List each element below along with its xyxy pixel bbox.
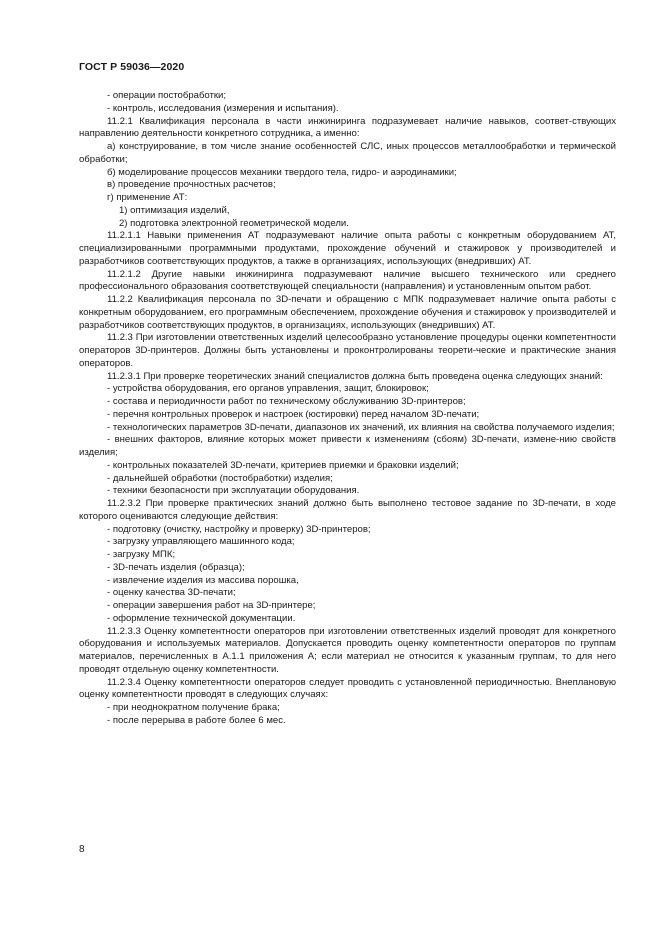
paragraph: 11.2.3 При изготовлении ответственных изделий целесообразно установление процедуры оценки компетентности операторов 3D-принтеров. Должны быть установлены и проконтролированы теорети-ческие и практические знания операторов. bbox=[79, 332, 616, 369]
document-body bbox=[79, 90, 616, 728]
paragraph: - контрольных показателей 3D-печати, критериев приемки и браковки изделий; bbox=[107, 459, 459, 471]
paragraph: а) конструирование, в том числе знание особенностей СЛС, иных процессов металлообработки и термической обработки; bbox=[79, 141, 616, 165]
paragraph: - внешних факторов, влияние которых может привести к изменениям (сбоям) 3D-печати, измене-нию свойств изделия; bbox=[79, 434, 616, 458]
paragraph: 11.2.3.2 При проверке практических знаний должно быть выполнено тестовое задание по 3D-печати, в ходе которого оцениваются следующие действия: bbox=[79, 498, 616, 522]
paragraph: - технологических параметров 3D-печати, диапазонов их значений, их влияния на свойства получаемого изделия; bbox=[107, 421, 615, 433]
paragraph: - техники безопасности при эксплуатации оборудования. bbox=[107, 485, 360, 497]
paragraph: 11.2.1.2 Другие навыки инжиниринга подразумевают наличие высшего технического или среднего профессионального образования соответствующей специальности (направления) и установленным опытом работ. bbox=[79, 268, 616, 293]
document-header: ГОСТ Р 59036—2020 bbox=[79, 61, 185, 73]
paragraph: г) применение АТ: bbox=[107, 192, 188, 203]
paragraph: - операции завершения работ на 3D-принтере; bbox=[107, 600, 316, 611]
paragraph: - загрузку МПК; bbox=[107, 549, 176, 560]
paragraph: 1) оптимизация изделий, bbox=[119, 204, 230, 216]
paragraph: - операции постобработки; bbox=[107, 90, 227, 101]
paragraph: 11.2.3.3 Оценку компетентности операторов при изготовлении ответственных изделий проводят для конкретного оборудования и используемых материалов. Допускается проводить оценку компетентности операторов по группам материалов, перечисленных в А.1.1 приложения А; если материал не относится к указанным группам, то для него проводят отдельную оценку компетентности. bbox=[79, 625, 616, 675]
paragraph: - загрузку управляющего машинного кода; bbox=[107, 536, 295, 548]
paragraph: 11.2.2 Квалификация персонала по 3D-печати и обращению с МПК подразумевает наличие опыта работы с конкретным оборудованием, его программным обеспечением, прохождение обучения и стажировок у производителей и разработчиков соответствующих продуктов, в организациях, использующих (внедривших) АТ. bbox=[79, 294, 616, 331]
paragraph: 11.2.3.4 Оценку компетентности операторов следует проводить с установленной периодичностью. Внеплановую оценку компетентности проводят в следующих случаях: bbox=[79, 676, 616, 701]
paragraph: - дальнейшей обработки (постобработки) изделия; bbox=[107, 472, 333, 484]
paragraph: - подготовку (очистку, настройку и проверку) 3D-принтеров; bbox=[107, 523, 371, 535]
page-number: 8 bbox=[79, 844, 85, 855]
paragraph: б) моделирование процессов механики твердого тела, гидро- и аэродинамики; bbox=[107, 166, 457, 178]
paragraph: - устройства оборудования, его органов управления, защит, блокировок; bbox=[107, 383, 429, 395]
paragraph: 2) подготовка электронной геометрической модели. bbox=[119, 217, 349, 229]
paragraph: в) проведение прочностных расчетов; bbox=[107, 179, 276, 191]
paragraph: - 3D-печать изделия (образца); bbox=[107, 561, 245, 573]
paragraph: 11.2.1.1 Навыки применения АТ подразумевают наличие опыта работы с конкретным оборудованием АТ, специализированными программными продуктами, прохождение обучений и стажировок у производителей и разработчиков соответствующих продуктов, а также в организациях, использующих (внедривших) АТ. bbox=[79, 230, 616, 267]
paragraph: - при неоднократном получение брака; bbox=[107, 702, 280, 713]
paragraph: 11.2.3.1 При проверке теоретических знаний специалистов должна быть проведена оценка следующих знаний: bbox=[107, 370, 603, 382]
paragraph: - перечня контрольных проверок и настроек (юстировки) перед началом 3D-печати; bbox=[107, 408, 480, 420]
paragraph: - состава и периодичности работ по техническому обслуживанию 3D-принтеров; bbox=[107, 396, 466, 407]
paragraph: - после перерыва в работе более 6 мес. bbox=[107, 714, 286, 726]
paragraph: - оформление технической документации. bbox=[107, 612, 296, 624]
paragraph: - контроль, исследования (измерения и испытания). bbox=[107, 102, 339, 114]
paragraph: - оценку качества 3D-печати; bbox=[107, 587, 236, 599]
paragraph: - извлечение изделия из массива порошка, bbox=[107, 574, 299, 586]
paragraph: 11.2.1 Квалификация персонала в части инжиниринга подразумевает наличие навыков, соответ-ствующих направлению деятельности конкретного сотрудника, а именно: bbox=[79, 115, 616, 140]
